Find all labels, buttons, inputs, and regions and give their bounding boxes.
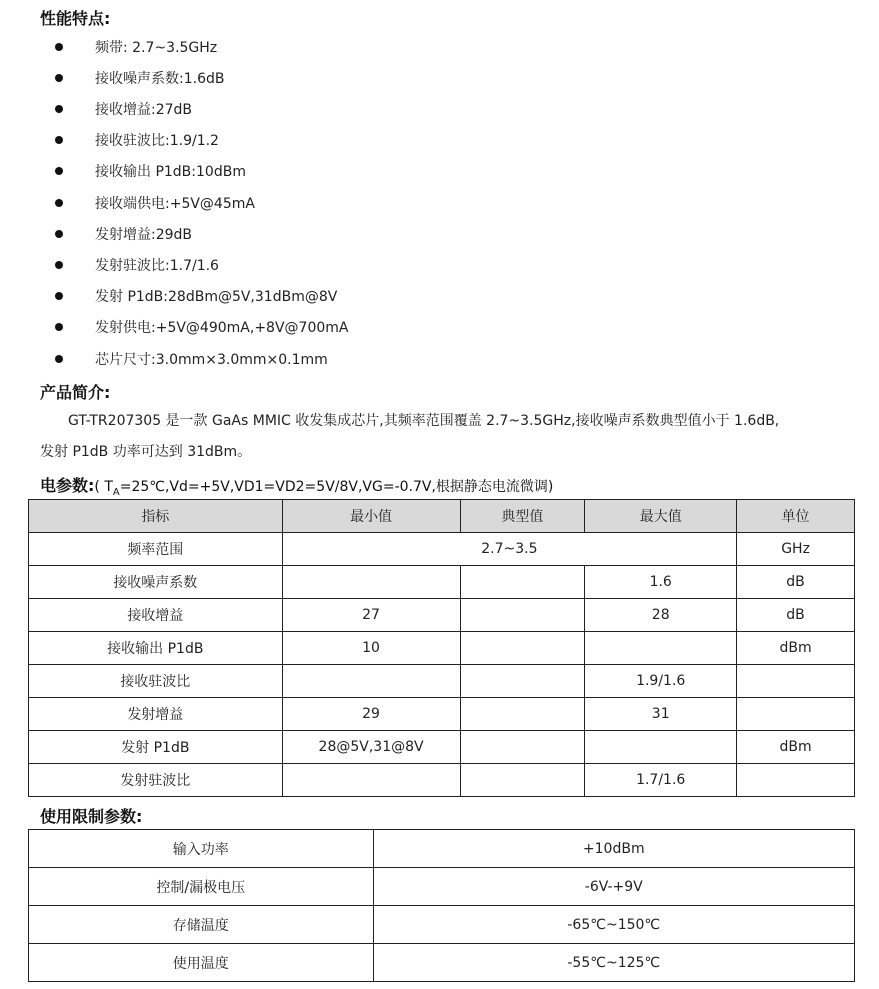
unit-cell: GHz <box>737 533 855 566</box>
bullet-icon <box>55 292 63 300</box>
param-name: 发射驻波比 <box>29 764 283 797</box>
conditions-note: ( $T_A=25℃,Vd=+5V,VD1=VD2=5V/8V,VG=-0.7V$,根据静态电流微调) <box>94 479 554 498</box>
unit-cell <box>737 698 855 731</box>
max-cell: 1.9/1.6 <box>585 665 737 698</box>
electrical-title: 电参数: <box>40 476 95 495</box>
limits-heading: 使用限制参数: <box>40 807 143 826</box>
feature-text: 接收驻波比:1.9/1.2 <box>95 133 219 150</box>
intro-line-2: 发射 P1dB 功率可达到 31dBm。 <box>40 444 252 460</box>
max-cell: 1.7/1.6 <box>585 764 737 797</box>
electrical-table <box>28 499 855 797</box>
max-cell <box>585 731 737 764</box>
limit-value: -65℃~150℃ <box>373 906 854 944</box>
min-cell <box>282 764 460 797</box>
table-row <box>29 566 855 599</box>
min-cell: 10 <box>282 632 460 665</box>
param-name: 频率范围 <box>29 533 283 566</box>
typ-cell <box>460 764 585 797</box>
param-name: 接收驻波比 <box>29 665 283 698</box>
header-cell: 最大值 <box>585 500 737 533</box>
feature-text: 接收噪声系数:1.6dB <box>95 70 225 87</box>
table-row <box>29 533 855 566</box>
feature-text: 发射增益:29dB <box>95 226 193 243</box>
feature-text: 发射供电:+5V@490mA,+8V@700mA <box>95 320 349 337</box>
param-name: 发射 P1dB <box>29 731 283 764</box>
feature-item <box>55 125 219 156</box>
min-cell: 29 <box>282 698 460 731</box>
freq-range: 2.7~3.5 <box>282 533 736 566</box>
typ-cell <box>460 599 585 632</box>
feature-item <box>55 156 246 187</box>
limits-table <box>28 829 855 982</box>
feature-item <box>55 249 219 280</box>
table-row <box>29 764 855 797</box>
bullet-icon <box>55 167 63 175</box>
feature-text: 接收增益:27dB <box>95 101 193 118</box>
param-name: 接收输出 P1dB <box>29 632 283 665</box>
table-row <box>29 944 855 982</box>
bullet-icon <box>55 199 63 207</box>
feature-text: 接收输出 P1dB:10dBm <box>95 164 246 181</box>
feature-text: 发射驻波比:1.7/1.6 <box>95 257 219 274</box>
table-row <box>29 830 855 868</box>
feature-item <box>55 343 328 374</box>
feature-item <box>55 281 337 312</box>
feature-text: 频带: 2.7~3.5GHz <box>95 39 218 56</box>
feature-text: 接收端供电:+5V@45mA <box>95 195 255 212</box>
bullet-icon <box>55 230 63 238</box>
bullet-icon <box>55 355 63 363</box>
features-heading: 性能特点: <box>40 9 111 28</box>
max-cell <box>585 632 737 665</box>
intro-line-1: GT-TR207305 是一款 GaAs MMIC 收发集成芯片,其频率范围覆盖 2.7~3.5GHz,接收噪声系数典型值小于 1.6dB, <box>68 413 780 429</box>
min-cell: 27 <box>282 599 460 632</box>
limit-value: -6V-+9V <box>373 868 854 906</box>
typ-cell <box>460 731 585 764</box>
limit-name: 存储温度 <box>29 906 374 944</box>
unit-cell <box>737 665 855 698</box>
param-name: 发射增益 <box>29 698 283 731</box>
typ-cell <box>460 566 585 599</box>
header-cell: 最小值 <box>282 500 460 533</box>
unit-cell: dBm <box>737 731 855 764</box>
header-cell: 指标 <box>29 500 283 533</box>
param-name: 接收噪声系数 <box>29 566 283 599</box>
max-cell: 31 <box>585 698 737 731</box>
bullet-icon <box>55 105 63 113</box>
header-cell: 单位 <box>737 500 855 533</box>
limit-value: +10dBm <box>373 830 854 868</box>
unit-cell <box>737 764 855 797</box>
table-row <box>29 868 855 906</box>
electrical-header-row <box>29 500 855 533</box>
limit-value: -55℃~125℃ <box>373 944 854 982</box>
typ-cell <box>460 632 585 665</box>
bullet-icon <box>55 43 63 51</box>
typ-cell <box>460 665 585 698</box>
limit-name: 使用温度 <box>29 944 374 982</box>
unit-cell: dB <box>737 566 855 599</box>
feature-item <box>55 218 192 249</box>
max-cell: 28 <box>585 599 737 632</box>
bullet-icon <box>55 136 63 144</box>
table-row <box>29 698 855 731</box>
limit-name: 控制/漏极电压 <box>29 868 374 906</box>
max-cell: 1.6 <box>585 566 737 599</box>
table-row <box>29 906 855 944</box>
bullet-icon <box>55 261 63 269</box>
feature-text: 发射 P1dB:28dBm@5V,31dBm@8V <box>95 289 338 306</box>
table-row <box>29 632 855 665</box>
feature-item <box>55 62 224 93</box>
bullet-icon <box>55 323 63 331</box>
feature-item <box>55 187 255 218</box>
feature-item <box>55 312 348 343</box>
bullet-icon <box>55 74 63 82</box>
min-cell <box>282 566 460 599</box>
unit-cell: dBm <box>737 632 855 665</box>
electrical-heading <box>40 473 553 498</box>
unit-cell: dB <box>737 599 855 632</box>
feature-text: 芯片尺寸:3.0mm×3.0mm×0.1mm <box>95 351 328 368</box>
feature-item <box>55 31 217 62</box>
feature-item <box>55 93 192 124</box>
header-cell: 典型值 <box>460 500 585 533</box>
min-cell: 28@5V,31@8V <box>282 731 460 764</box>
table-row <box>29 599 855 632</box>
param-name: 接收增益 <box>29 599 283 632</box>
typ-cell <box>460 698 585 731</box>
intro-heading: 产品简介: <box>40 383 111 402</box>
table-row <box>29 731 855 764</box>
table-row <box>29 665 855 698</box>
limit-name: 输入功率 <box>29 830 374 868</box>
min-cell <box>282 665 460 698</box>
